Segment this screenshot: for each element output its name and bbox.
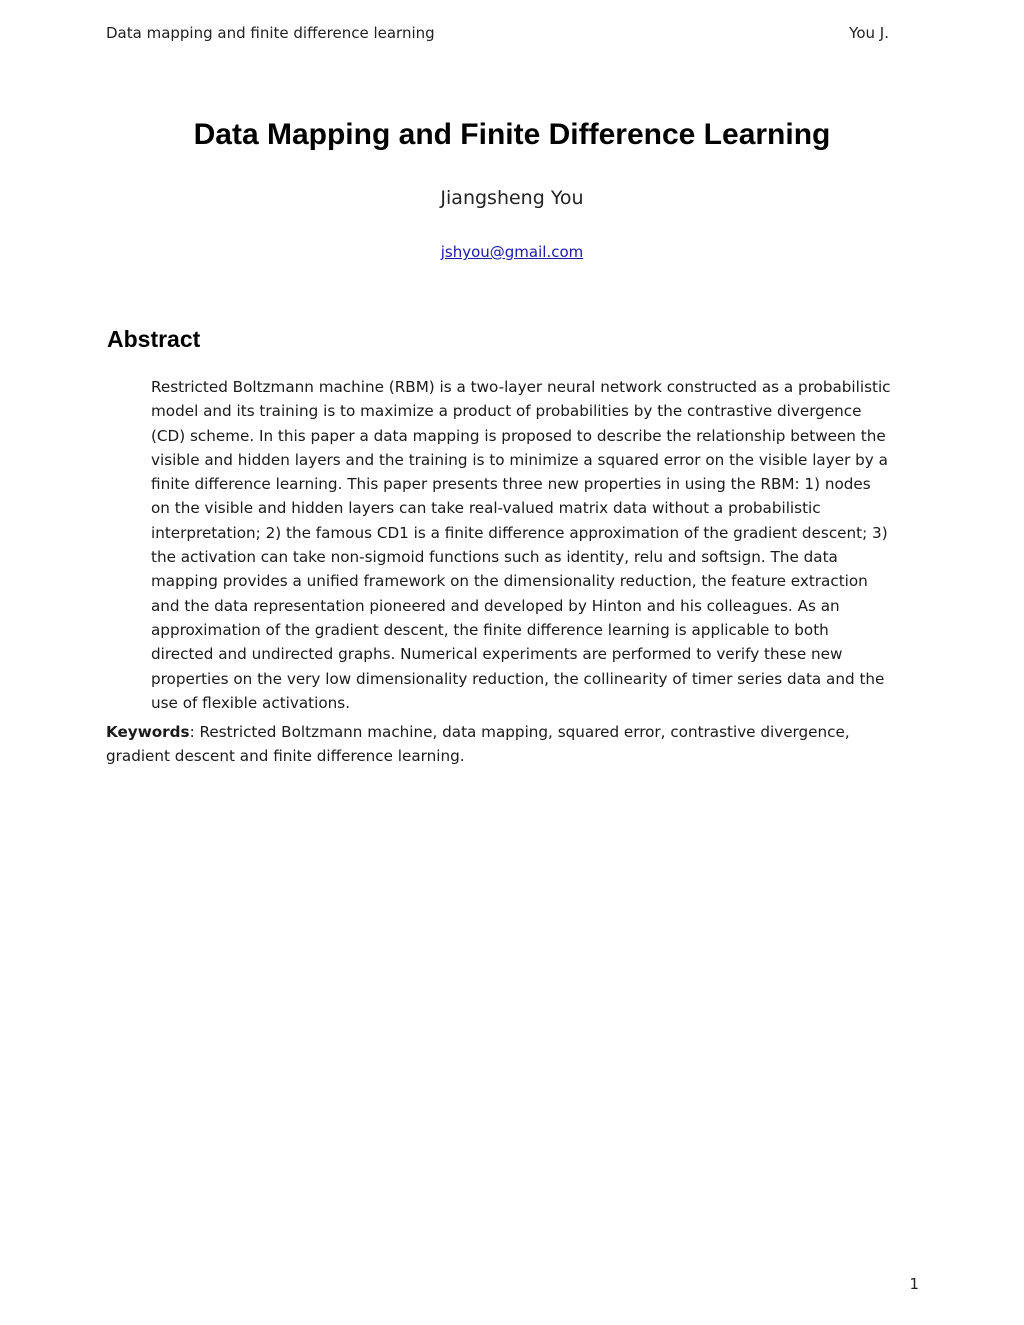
running-header-author: You J. — [849, 24, 889, 42]
page-number: 1 — [909, 1275, 919, 1293]
keywords-paragraph — [106, 720, 898, 769]
keywords-label: Keywords — [106, 723, 190, 741]
abstract-body: Restricted Boltzmann machine (RBM) is a two-layer neural network constructed as a probabilistic model and its training is to maximize a product of probabilities by the contrastive divergence (CD) scheme. In this paper a data mapping is proposed to describe the relationship between the visible and hidden layers and the training is to minimize a squared error on the visible layer by a finite difference learning. This paper presents three new properties in using the RBM: 1) nodes on the visible and hidden layers can take real-valued matrix data without a probabilistic interpretation; 2) the famous CD1 is a finite difference approximation of the gradient descent; 3) the activation can take non-sigmoid functions such as identity, relu and softsign. The data mapping provides a unified framework on the dimensionality reduction, the feature extraction and the data representation pioneered and developed by Hinton and his colleagues. As an approximation of the gradient descent, the finite difference learning is applicable to both directed and undirected graphs. Numerical experiments are performed to verify these new properties on the very low dimensionality reduction, the collinearity of timer series data and the use of flexible activations. — [151, 378, 891, 712]
running-header-title: Data mapping and finite difference learning — [106, 24, 435, 42]
keywords-text: : Restricted Boltzmann machine, data mapping, squared error, contrastive divergence, gradient descent and finite difference learning. — [106, 723, 850, 766]
author-email-line — [0, 243, 1024, 261]
running-header — [106, 24, 889, 46]
paper-title: Data Mapping and Finite Difference Learning — [193, 118, 831, 151]
author-email-link[interactable]: jshyou@gmail.com — [440, 243, 584, 261]
author-name: Jiangsheng You — [440, 187, 584, 209]
abstract-heading: Abstract — [107, 326, 201, 352]
